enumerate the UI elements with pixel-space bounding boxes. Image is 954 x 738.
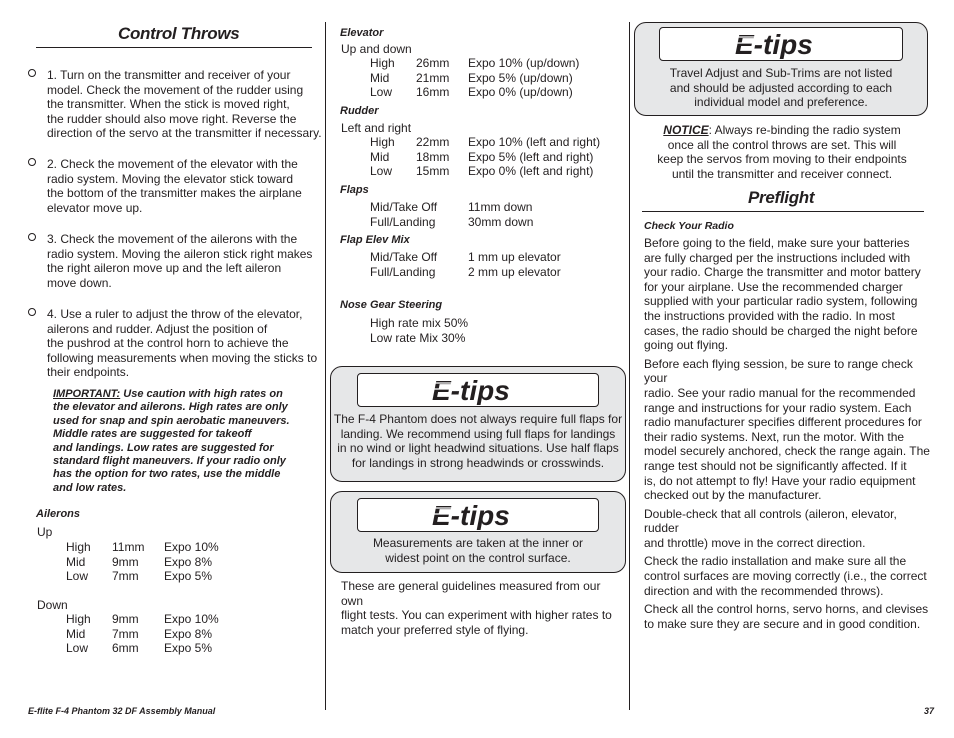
table-row: Low 16mm Expo 0% (up/down)	[370, 85, 573, 99]
table-row: Mid/Take Off 1 mm up elevator	[370, 250, 561, 264]
nose-gear-values: High rate mix 50% Low rate Mix 30%	[370, 316, 469, 345]
title-rule	[36, 47, 312, 48]
check-radio-heading: Check Your Radio	[644, 220, 734, 232]
preflight-body	[644, 236, 934, 631]
table-row: High 22mm Expo 10% (left and right)	[370, 135, 601, 149]
rudder-table	[370, 135, 600, 179]
flap-elev-mix-heading: Flap Elev Mix	[340, 234, 410, 246]
etips-box-measurements	[330, 491, 626, 573]
etips-logo-frame	[357, 373, 599, 407]
preflight-title: Preflight	[748, 188, 815, 207]
paragraph: Before each flying session, be sure to range check your radio. See your radio manual for the recommended range and instructions for your radio system. Each radio manufacturer specifies different procedures for their radio systems. Next, run the motor. With the model securely anchored, check the range again. The range test should not be significantly affected. If it is, do not attempt to fly! Have your radio equipment checked out by the manufacturer.	[644, 356, 930, 503]
step-text: 4. Use a ruler to adjust the throw of the elevator, ailerons and rudder. Adjust the position of the pushrod at the control horn to achieve the following measurements when moving the sticks to their endpoints.	[47, 307, 318, 380]
etips-text: The F-4 Phantom does not always require full flaps for landing. We recommend using full flaps for landings in no wind or light headwind situations. Use half flaps for landings in strong headwinds or crosswinds.	[333, 412, 623, 470]
step-text: 2. Check the movement of the elevator with the radio system. Moving the elevator stick toward the bottom of the transmitter makes the airplane elevator move up.	[47, 157, 302, 215]
ailerons-down-table	[66, 612, 219, 656]
table-row: Full/Landing 2 mm up elevator	[370, 264, 561, 279]
notice-label: NOTICE	[663, 123, 709, 137]
general-guidelines: These are general guidelines measured from our own flight tests. You can experiment with higher rates to match your preferred style of flying.	[341, 579, 612, 637]
table-row: Full/Landing 30mm down	[370, 214, 534, 229]
step-2	[28, 157, 339, 215]
table-row: Low 7mm Expo 5%	[66, 569, 213, 583]
page-number: 37	[924, 706, 935, 716]
etips-logo-frame	[357, 498, 599, 532]
checkbox-bullet-icon[interactable]	[28, 308, 36, 316]
svg-text:E-tips: E-tips	[432, 375, 510, 405]
nose-gear-heading: Nose Gear Steering	[340, 299, 443, 311]
step-1	[28, 68, 339, 141]
table-row: Mid 9mm Expo 8%	[66, 554, 213, 569]
paragraph: Check the radio installation and make sure all the control surfaces are moving correctly (i.e., the correct direction and with the recommended throws).	[644, 554, 927, 598]
ailerons-heading: Ailerons	[36, 508, 81, 520]
svg-text:E-tips: E-tips	[432, 500, 510, 530]
svg-text:E-tips: E-tips	[735, 29, 813, 59]
section-title: Control Throws	[118, 24, 240, 43]
column-divider	[629, 22, 630, 710]
table-row: Mid/Take Off 11mm down	[370, 200, 533, 214]
paragraph: Before going to the field, make sure your batteries are fully charged per the instructions included with your radio. Charge the transmitter and motor battery for your airplane. Use the recommended charger supplied with your particular radio system, following the instructions provided with the radio. In most cases, the radio should be charged the night before going out flying.	[644, 236, 921, 353]
paragraph: Double-check that all controls (aileron, elevator, rudder and throttle) move in the correct direction.	[644, 506, 897, 550]
rudder-subheading: Left and right	[341, 121, 412, 135]
etips-box-travel-adjust	[634, 22, 928, 116]
paragraph: Check all the control horns, servo horns, and clevises to make sure they are secure and in good condition.	[644, 602, 929, 631]
table-row: Low 15mm Expo 0% (left and right)	[370, 164, 594, 178]
notice: NOTICE: Always re-binding the radio system once all the control throws are set. This will keep the servos from moving to their endpoints until the transmitter and receiver connect.	[657, 123, 907, 181]
table-row: Mid 7mm Expo 8%	[66, 626, 213, 641]
rudder-heading: Rudder	[340, 105, 379, 117]
etips-logo-frame	[659, 27, 903, 61]
ailerons-up-table	[66, 540, 219, 584]
step-3	[28, 232, 339, 290]
etips-logo-icon	[428, 375, 528, 405]
checkbox-bullet-icon[interactable]	[28, 233, 36, 241]
title-rule	[642, 211, 924, 212]
table-row: Mid 18mm Expo 5% (left and right)	[370, 149, 594, 164]
etips-text: Measurements are taken at the inner or widest point on the control surface.	[372, 536, 584, 565]
step-4	[28, 307, 339, 380]
flap-elev-mix-table	[370, 250, 561, 279]
step-text: 3. Check the movement of the ailerons with the radio system. Moving the aileron stick right makes the right aileron move up and the left aileron move down.	[47, 232, 313, 290]
ailerons-up-label: Up	[37, 525, 53, 539]
etips-text: Travel Adjust and Sub-Trims are not listed and should be adjusted according to each individual model and preference.	[669, 66, 893, 110]
important-label: IMPORTANT:	[53, 388, 121, 400]
important-note: IMPORTANT: Use caution with high rates on the elevator and ailerons. High rates are only used for snap and spin aerobatic maneuvers. Middle rates are suggested for takeoff and landings. Low rates are suggested for standard flight maneuvers. If your radio only has the option for two rates, use the middle and low rates.	[53, 388, 290, 494]
table-row: High 26mm Expo 10% (up/down)	[370, 56, 580, 70]
table-row: Low 6mm Expo 5%	[66, 641, 213, 655]
etips-logo-icon	[731, 29, 831, 59]
checkbox-bullet-icon[interactable]	[28, 69, 36, 77]
checkbox-bullet-icon[interactable]	[28, 158, 36, 166]
step-text: 1. Turn on the transmitter and receiver of your model. Check the movement of the rudder using the transmitter. When the stick is moved right, the rudder should also move right. Reverse the direction of the servo at the transmitter if necessary.	[47, 68, 322, 141]
elevator-heading: Elevator	[340, 27, 384, 39]
etips-logo-icon	[428, 500, 528, 530]
flaps-heading: Flaps	[340, 184, 369, 196]
table-row: High 9mm Expo 10%	[66, 612, 219, 626]
ailerons-down-label: Down	[37, 598, 68, 612]
table-row: High 11mm Expo 10%	[66, 540, 219, 554]
table-row: Mid 21mm Expo 5% (up/down)	[370, 70, 573, 85]
elevator-table	[370, 56, 579, 100]
etips-box-flaps	[330, 366, 626, 482]
elevator-subheading: Up and down	[341, 42, 412, 56]
footer-manual-title: E-flite F-4 Phantom 32 DF Assembly Manual	[28, 706, 216, 716]
flaps-table	[370, 200, 533, 229]
